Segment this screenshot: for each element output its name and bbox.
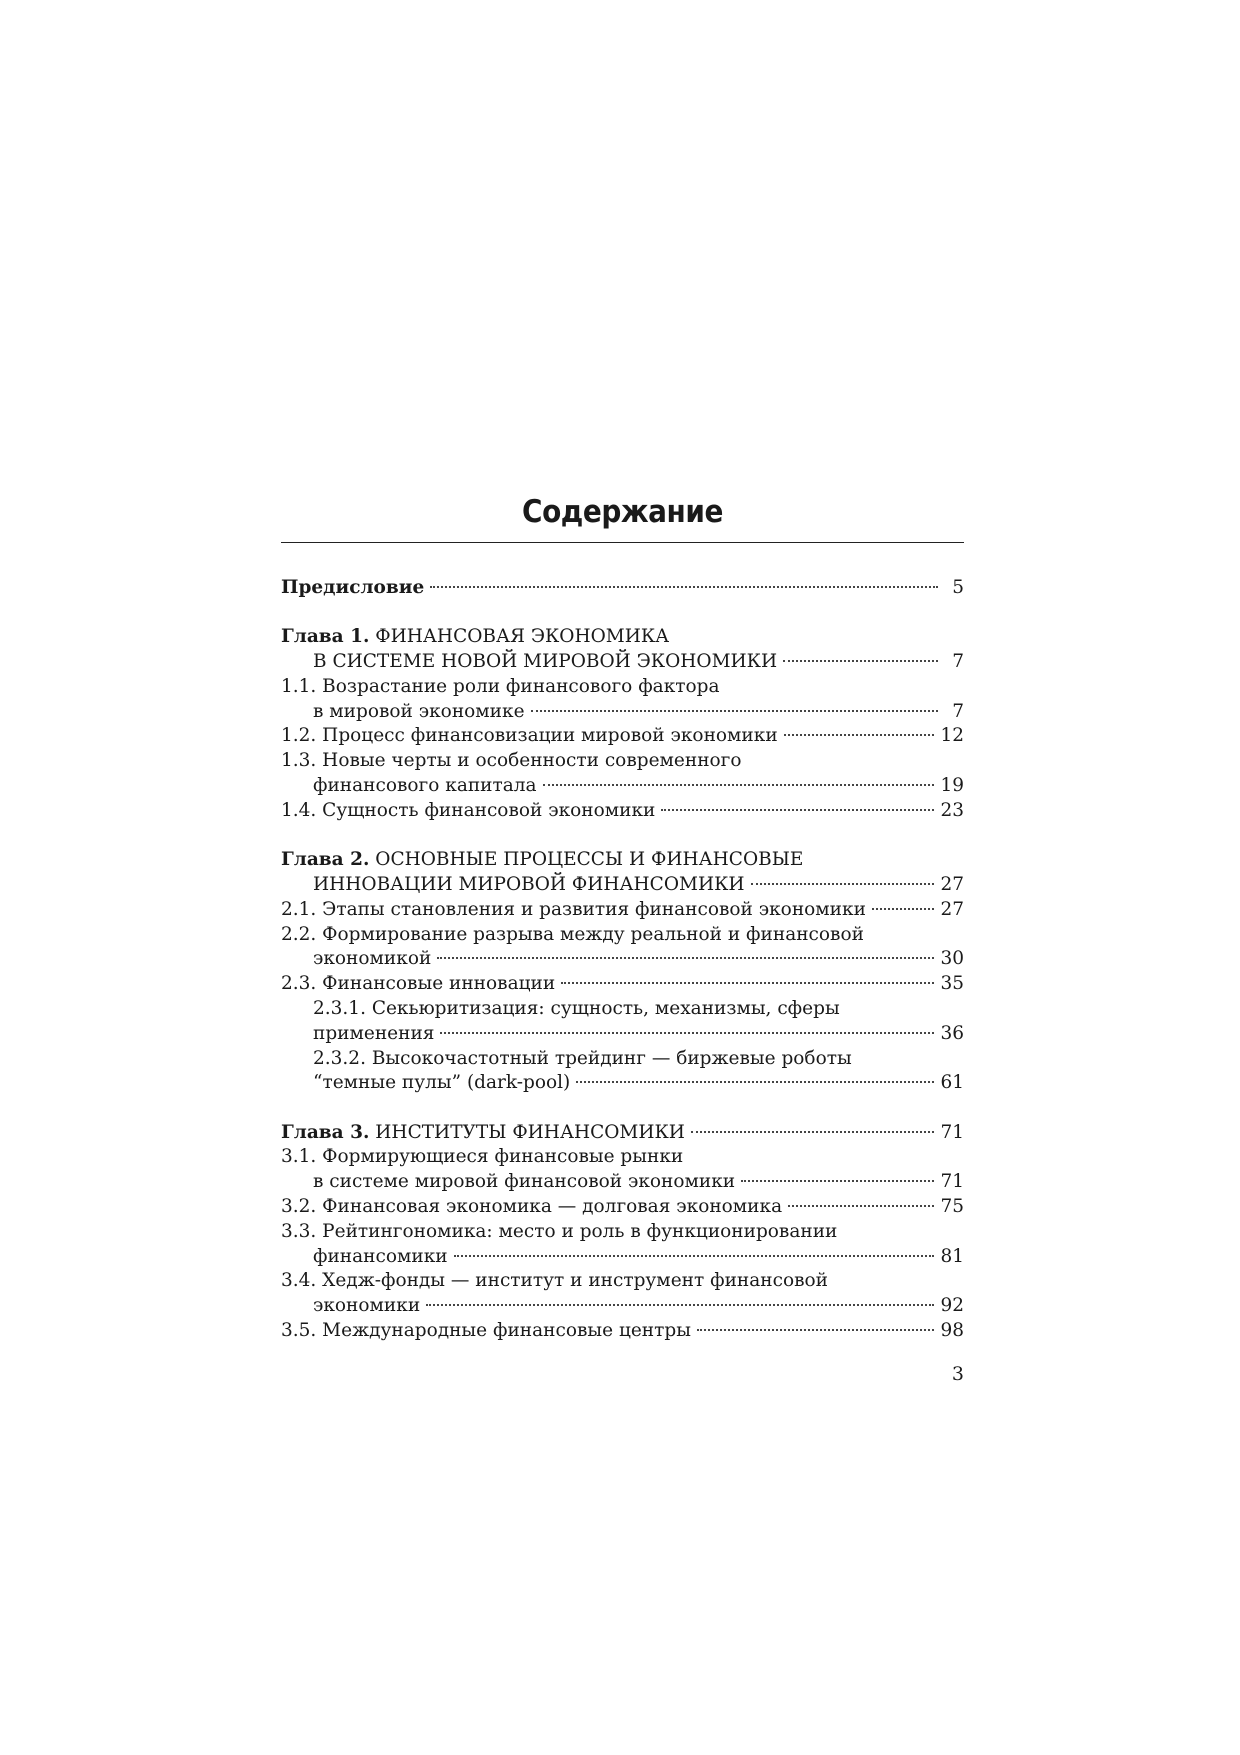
toc-entry-label: 1.4. Сущность финансовой экономики [281, 799, 656, 821]
toc-entry-3-4-cont[interactable] [281, 1294, 964, 1319]
dot-leader [697, 1329, 935, 1331]
toc-entry-label: финансового капитала [313, 775, 537, 797]
toc-entry-preface[interactable] [281, 576, 964, 601]
dot-leader [872, 908, 935, 910]
toc-page-number: 71 [940, 1121, 964, 1143]
toc-entry-label: экономики [313, 1295, 421, 1317]
toc-entry-label: 3.5. Международные финансовые центры [281, 1320, 691, 1342]
chapter-title: ИННОВАЦИИ МИРОВОЙ ФИНАНСОМИКИ [313, 873, 745, 895]
dot-leader [561, 982, 934, 984]
toc-entry-label: финансомики [313, 1245, 448, 1267]
toc-page-number: 5 [952, 577, 964, 598]
toc-entry-2-1[interactable] [281, 898, 964, 923]
chapter-title: ОСНОВНЫЕ ПРОЦЕССЫ И ФИНАНСОВЫЕ [375, 849, 804, 871]
toc-entry-3-3[interactable] [281, 1220, 964, 1245]
chapter-title: В СИСТЕМЕ НОВОЙ МИРОВОЙ ЭКОНОМИКИ [313, 651, 778, 673]
toc-page-number: 92 [940, 1295, 964, 1317]
chapter-label: Глава 2. [281, 849, 370, 871]
page-title: Содержание [522, 494, 723, 530]
toc-entry-label: Предисловие [281, 577, 425, 598]
chapter-1-heading-cont[interactable] [281, 650, 964, 675]
title-rule [281, 542, 964, 543]
toc-entry-2-3-1-cont[interactable] [281, 1022, 964, 1047]
toc-page-number: 7 [952, 651, 964, 673]
toc-page-number: 27 [940, 873, 964, 895]
chapter-title: ФИНАНСОВАЯ ЭКОНОМИКА [375, 626, 670, 648]
toc-entry-label: 2.3. Финансовые инновации [281, 973, 556, 995]
toc-entry-label: “темные пулы” (dark-pool) [313, 1072, 571, 1094]
toc-entry-3-1[interactable] [281, 1145, 964, 1170]
toc-page-number: 7 [952, 700, 964, 722]
chapter-3-heading[interactable] [281, 1121, 964, 1146]
dot-leader [783, 660, 938, 662]
toc-page-number: 30 [940, 948, 964, 970]
toc-entry-label: 3.1. Формирующиеся финансовые рынки [281, 1146, 684, 1168]
dot-leader [788, 1205, 934, 1207]
toc-entry-label: 3.4. Хедж-фонды — институт и инструмент финансовой [281, 1270, 828, 1292]
toc-entry-1-1-cont[interactable] [281, 700, 964, 725]
toc-entry-1-3-cont[interactable] [281, 774, 964, 799]
toc-entry-label: экономикой [313, 948, 432, 970]
toc-entry-label: 2.3.2. Высокочастотный трейдинг — биржевые роботы [313, 1047, 852, 1069]
toc-page-number: 71 [940, 1171, 964, 1193]
toc-page-number: 19 [940, 775, 964, 797]
toc-entry-2-3-1[interactable] [281, 997, 964, 1022]
toc-entry-label: 2.3.1. Секьюритизация: сущность, механизмы, сферы [313, 997, 840, 1019]
dot-leader [576, 1081, 934, 1083]
dot-leader [531, 710, 938, 712]
toc-entry-label: 3.2. Финансовая экономика — долговая экономика [281, 1196, 783, 1218]
dot-leader [741, 1180, 934, 1182]
chapter-title: ИНСТИТУТЫ ФИНАНСОМИКИ [375, 1121, 685, 1143]
toc-entry-label: в системе мировой финансовой экономики [313, 1171, 736, 1193]
toc-page-number: 75 [940, 1196, 964, 1218]
toc-page-number: 27 [940, 898, 964, 920]
toc-entry-1-2[interactable] [281, 724, 964, 749]
toc-entry-3-1-cont[interactable] [281, 1170, 964, 1195]
toc-page-number: 35 [940, 973, 964, 995]
dot-leader [543, 784, 935, 786]
toc-page-number: 81 [940, 1245, 964, 1267]
toc-page-number: 61 [940, 1072, 964, 1094]
toc-entry-3-2[interactable] [281, 1195, 964, 1220]
toc-entry-2-3[interactable] [281, 972, 964, 997]
dot-leader [751, 883, 935, 885]
toc-entry-label: 1.1. Возрастание роли финансового фактора [281, 675, 720, 697]
toc-page-number: 12 [940, 725, 964, 747]
toc-entry-label: 3.3. Рейтингономика: место и роль в функционировании [281, 1220, 838, 1242]
toc-entry-label: в мировой экономике [313, 700, 525, 722]
dot-leader [426, 1304, 934, 1306]
toc-page-number: 98 [940, 1320, 964, 1342]
toc-entry-1-4[interactable] [281, 799, 964, 824]
toc-entry-2-2[interactable] [281, 923, 964, 948]
toc-entry-3-4[interactable] [281, 1269, 964, 1294]
toc-entry-3-5[interactable] [281, 1319, 964, 1344]
dot-leader [454, 1255, 935, 1257]
dot-leader [430, 586, 938, 588]
toc-entry-1-1[interactable] [281, 675, 964, 700]
chapter-label: Глава 1. [281, 626, 370, 648]
chapter-label: Глава 3. [281, 1121, 370, 1143]
toc-page-number: 23 [940, 799, 964, 821]
dot-leader [691, 1131, 935, 1133]
toc-entry-label: 2.2. Формирование разрыва между реальной и финансовой [281, 923, 864, 945]
toc-entry-label: 1.3. Новые черты и особенности современного [281, 750, 742, 772]
chapter-2-heading[interactable] [281, 848, 964, 873]
toc-page-number: 36 [940, 1022, 964, 1044]
dot-leader [661, 809, 934, 811]
chapter-2-heading-cont[interactable] [281, 873, 964, 898]
toc-entry-3-3-cont[interactable] [281, 1245, 964, 1270]
toc-entry-2-3-2-cont[interactable] [281, 1071, 964, 1096]
toc-entry-label: применения [313, 1022, 435, 1044]
chapter-1-heading[interactable] [281, 625, 964, 650]
toc-entry-1-3[interactable] [281, 749, 964, 774]
dot-leader [437, 957, 934, 959]
toc-entry-2-3-2[interactable] [281, 1047, 964, 1072]
page-number: 3 [951, 1363, 964, 1385]
toc-entry-label: 1.2. Процесс финансовизации мировой экономики [281, 725, 778, 747]
toc-entry-label: 2.1. Этапы становления и развития финансовой экономики [281, 898, 866, 920]
dot-leader [784, 734, 935, 736]
table-of-contents [281, 576, 964, 1344]
dot-leader [440, 1032, 934, 1034]
toc-entry-2-2-cont[interactable] [281, 947, 964, 972]
